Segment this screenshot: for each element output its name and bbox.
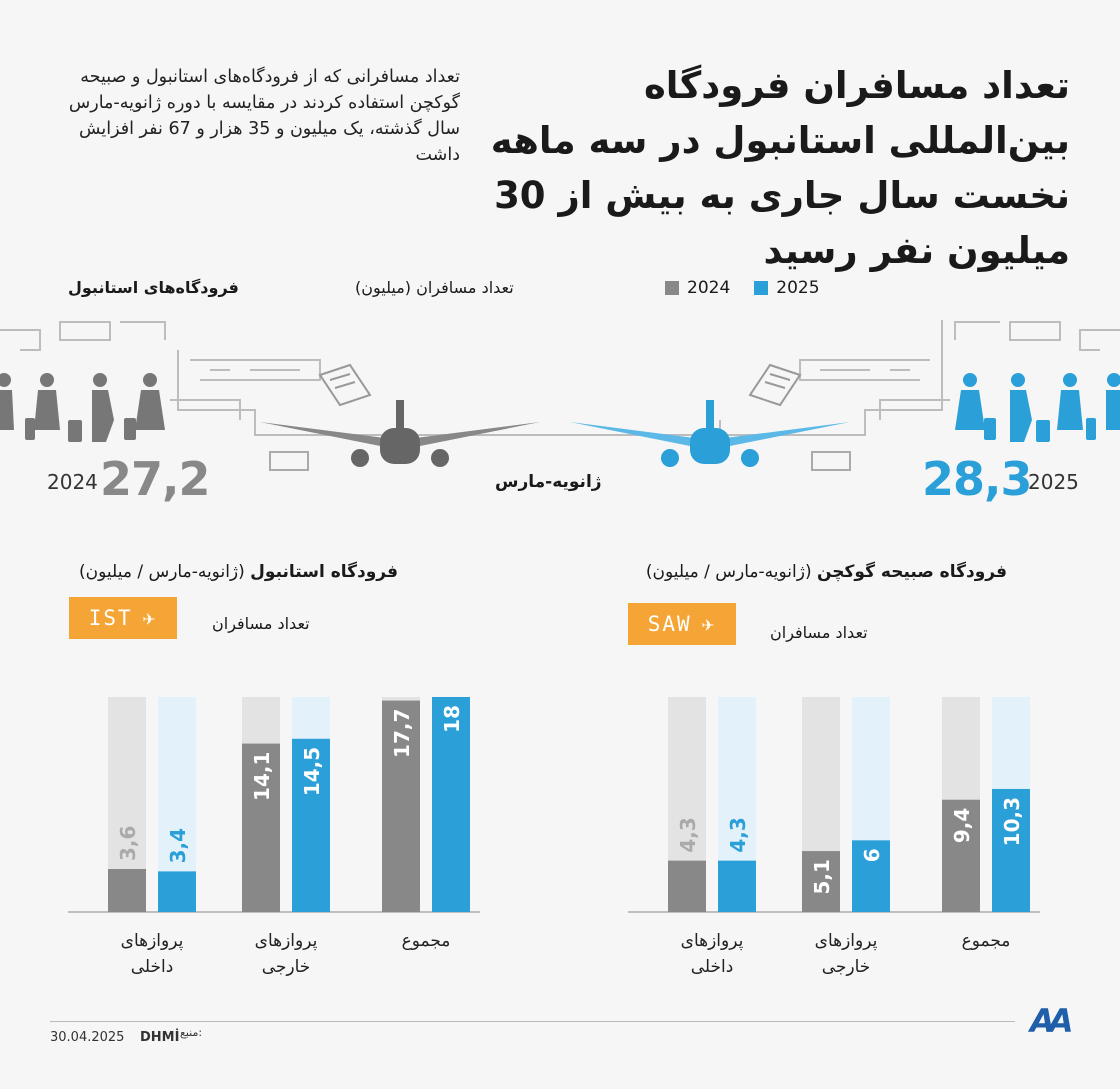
saw-value-label-2024-0: 4,3 [676, 817, 700, 853]
metric-label: تعداد مسافران (میلیون) [355, 278, 514, 297]
plane-icon: ✈ [701, 612, 717, 636]
headline-year-2025: 2025 [1028, 470, 1079, 494]
saw-chart-title [607, 562, 1007, 582]
cart-left [320, 365, 370, 405]
saw-category-label-0-0: پروازهای [680, 931, 744, 951]
plane-icon: ✈ [142, 606, 158, 630]
ist-value-label-2025-2: 18 [440, 705, 464, 733]
passengers-left [0, 373, 165, 442]
ist-value-label-2024-1: 14,1 [250, 751, 274, 801]
saw-category-label-2-0: مجموع [961, 931, 1011, 951]
ist-title-rest: (ژانویه-مارس / میلیون) [79, 562, 245, 582]
legend-label-2025: 2025 [776, 278, 820, 298]
ist-category-label-1-1: خارجی [261, 957, 311, 977]
ist-category-label-0-1: داخلی [130, 957, 174, 977]
footer-source-label: منبع: [180, 1026, 203, 1039]
footer-source: DHMİ [140, 1030, 180, 1045]
ist-bar-2025-0 [158, 871, 196, 912]
saw-metric-label: تعداد مسافران [770, 623, 868, 642]
saw-bar-2024-0 [668, 861, 706, 912]
legend-label-2024: 2024 [687, 278, 731, 298]
ist-title-bold: فرودگاه استانبول [250, 562, 398, 582]
headline-value-2025: 28,3 [922, 452, 1032, 506]
ist-value-label-2025-0: 3,4 [166, 827, 190, 864]
page-title: تعداد مسافران فرودگاه بین‌المللی استانبول در سه ماهه نخست سال جاری به بیش از 30 میلیون نفر رسید [490, 64, 1070, 272]
ist-value-label-2024-0: 3,6 [116, 825, 140, 861]
cart-right [750, 365, 800, 405]
footer-divider [50, 1021, 1015, 1022]
saw-title-rest: (ژانویه-مارس / میلیون) [645, 562, 812, 582]
ist-category-label-1-0: پروازهای [254, 931, 318, 951]
legend [665, 278, 820, 298]
headline-period: ژانویه-مارس [495, 472, 602, 492]
saw-value-label-2025-0: 4,3 [726, 817, 750, 853]
ist-bar-2024-0 [108, 869, 146, 912]
saw-category-label-1-1: خارجی [821, 957, 871, 977]
footer-date: 30.04.2025 [50, 1030, 125, 1045]
page-subtitle: تعداد مسافرانی که از فرودگاه‌های استانبول و صبیحه گوکچن استفاده کردند در مقایسه با دوره ژانویه-مارس سال گذشته، یک میلیون و 35 هزار و 67 نفر افزایش داشت [68, 67, 460, 165]
terminal-lines-left [0, 322, 560, 435]
saw-code-badge [628, 603, 736, 645]
saw-value-label-2025-2: 10,3 [1000, 796, 1024, 847]
saw-value-label-2024-1: 5,1 [810, 859, 834, 895]
headline-year-2024: 2024 [47, 470, 98, 494]
saw-value-label-2024-2: 9,4 [950, 807, 974, 844]
saw-value-label-2025-1: 6 [860, 848, 884, 863]
legend-swatch-2024 [665, 281, 679, 295]
saw-bar-chart [620, 690, 1050, 980]
section-label: فرودگاه‌های استانبول [68, 278, 239, 297]
ist-category-label-2-0: مجموع [401, 931, 451, 951]
ist-code: IST [88, 606, 133, 630]
headline-value-2024: 27,2 [100, 452, 210, 506]
saw-bar-2025-0 [718, 861, 756, 912]
saw-title-bold: فرودگاه صبیحه گوکچن [817, 562, 1007, 582]
ist-value-label-2025-1: 14,5 [300, 746, 324, 797]
ist-metric-label: تعداد مسافران [212, 614, 310, 633]
saw-code: SAW [647, 612, 692, 636]
ist-category-label-0-0: پروازهای [120, 931, 184, 951]
ist-chart-title [0, 562, 398, 582]
legend-swatch-2025 [754, 281, 768, 295]
saw-category-label-0-1: داخلی [690, 957, 734, 977]
ist-value-label-2024-2: 17,7 [390, 708, 414, 758]
terminal-lines-right [560, 320, 1120, 435]
saw-category-label-1-0: پروازهای [814, 931, 878, 951]
ist-bar-chart [60, 690, 490, 980]
aa-logo: AA [1030, 1002, 1068, 1040]
passengers-right [955, 373, 1120, 442]
ist-code-badge [69, 597, 177, 639]
